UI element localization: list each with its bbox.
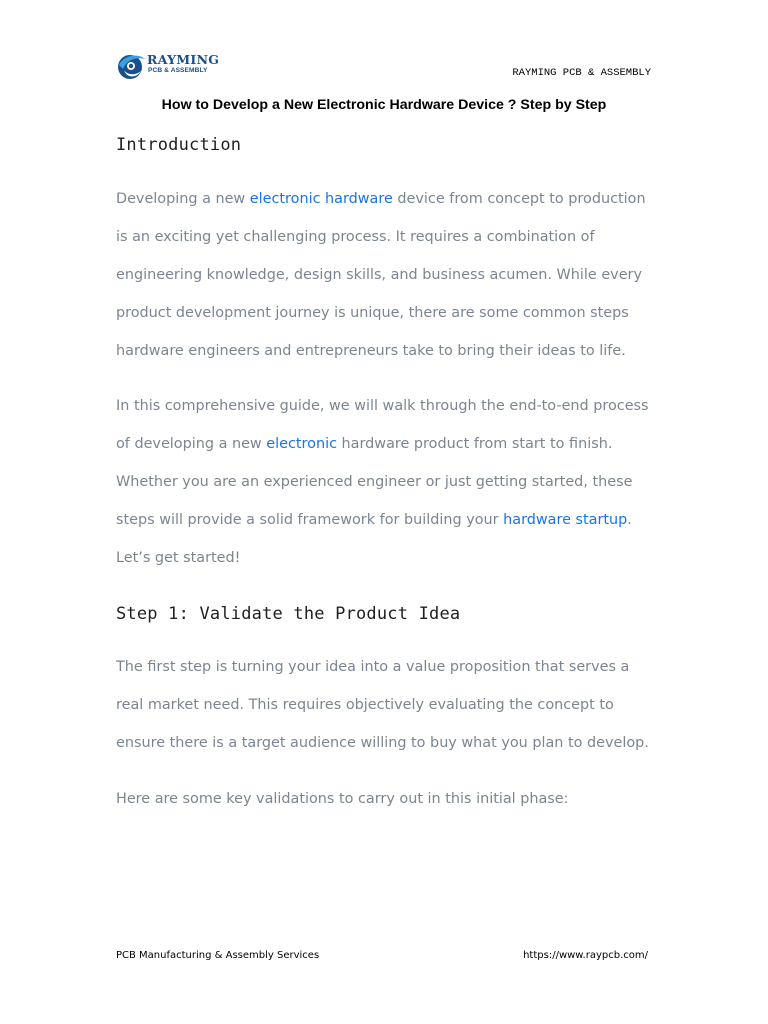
step1-paragraph-2: Here are some key validations to carry out in this initial phase: <box>116 791 569 807</box>
link-electronic-hardware[interactable]: electronic hardware <box>249 191 393 207</box>
logo-subtitle: PCB & ASSEMBLY <box>148 67 208 74</box>
rayming-swirl-logo-icon <box>115 51 147 81</box>
step1-paragraph-1: The first step is turning your idea into a value proposition that serves a real market need. This requires objectively evaluating the concept to ensure there is a target audience willing to buy what you plan to develop. <box>116 659 649 751</box>
text-run: . Let’s get started! <box>116 512 632 566</box>
text-run: In this comprehensive guide, we will walk through the end-to-end process of developing a new <box>116 398 649 452</box>
header-company-name: RAYMING PCB & ASSEMBLY <box>512 67 651 79</box>
section-heading-introduction: Introduction <box>116 135 242 155</box>
rayming-logo[interactable] <box>115 50 225 82</box>
logo-name: RAYMING <box>147 52 220 67</box>
document-title: How to Develop a New Electronic Hardware Device ? Step by Step <box>161 97 607 113</box>
section-heading-step-1: Step 1: Validate the Product Idea <box>116 604 461 624</box>
link-hardware-startup[interactable]: hardware startup <box>503 512 628 528</box>
intro-paragraph-2 <box>116 387 656 577</box>
footer-website-link[interactable]: https://www.raypcb.com/ <box>523 950 648 961</box>
link-electronic[interactable]: electronic <box>266 436 337 452</box>
text-run: hardware product from start to finish. Whether you are an experienced engineer or just getting started, these steps will provide a solid framework for building your <box>116 436 633 528</box>
text-run: Developing a new <box>116 191 250 207</box>
footer-services-text: PCB Manufacturing & Assembly Services <box>116 950 320 961</box>
text-run: device from concept to production is an exciting yet challenging process. It requires a combination of engineering knowledge, design skills, and business acumen. While every product development journey is unique, there are some common steps hardware engineers and entrepreneurs take to bring their ideas to life. <box>116 191 646 359</box>
intro-paragraph-1 <box>116 180 656 370</box>
